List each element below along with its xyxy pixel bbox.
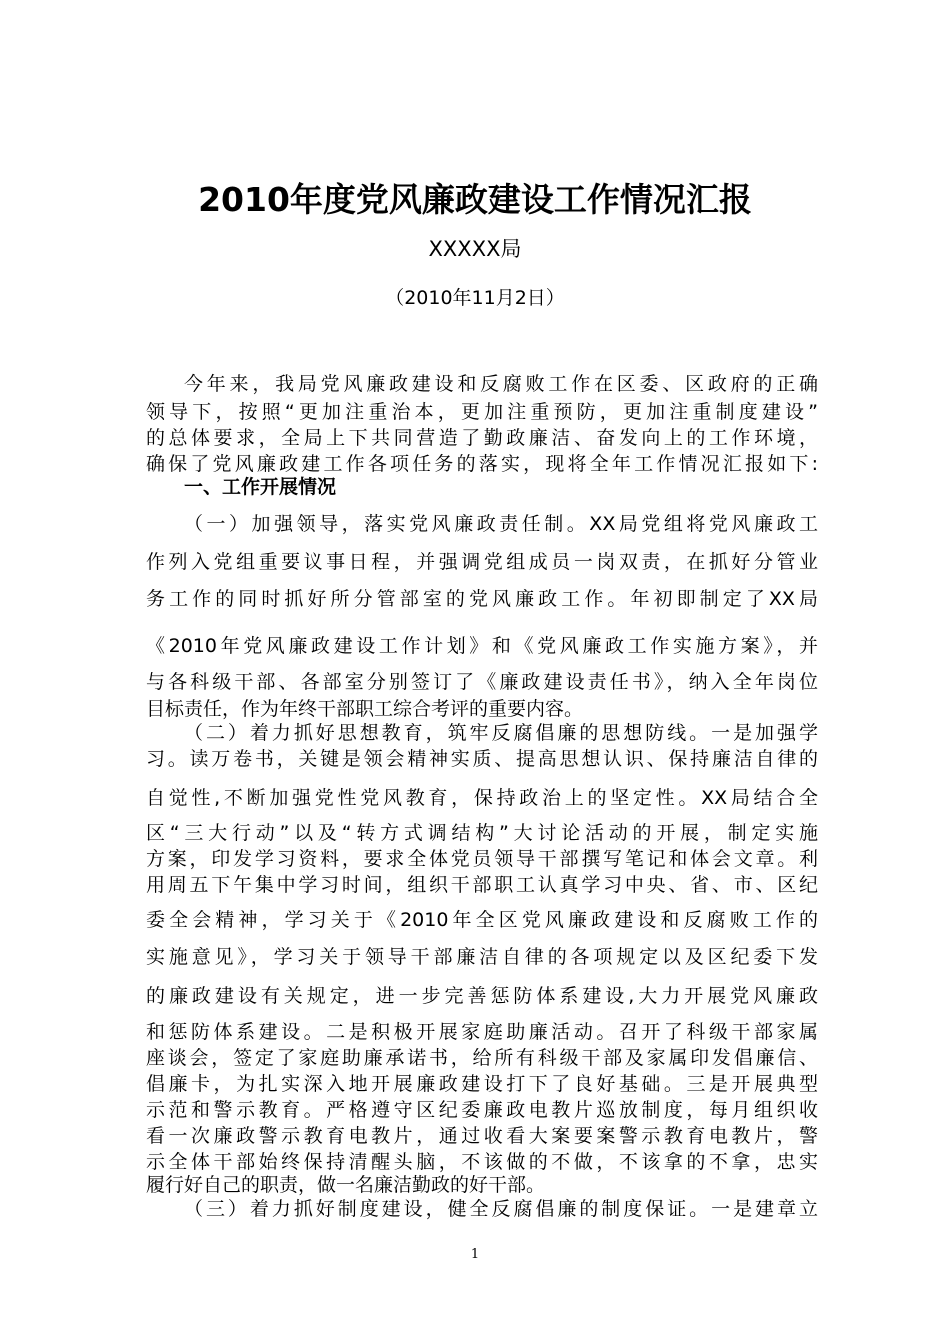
body-line: （一）加强领导，落实党风廉政责任制。XX局党组将党风廉政工: [184, 513, 818, 535]
body-line: 履行好自己的职责，做一名廉洁勤政的好干部。: [146, 1174, 546, 1196]
body-line: 作列入党组重要议事日程，并强调党组成员一岗双责，在抓好分管业: [146, 551, 818, 573]
body-line: （三）着力抓好制度建设，健全反腐倡廉的制度保证。一是建章立: [184, 1198, 818, 1220]
body-line: 区“三大行动”以及“转方式调结构”大讨论活动的开展，制定实施: [146, 822, 818, 844]
body-line: 习。读万卷书，关键是领会精神实质、提高思想认识、保持廉洁自律的: [146, 748, 818, 770]
page-number: 1: [470, 1247, 480, 1262]
body-line: 《2010年党风廉政建设工作计划》和《党风廉政工作实施方案》，并: [146, 635, 818, 657]
body-line: 倡廉卡，为扎实深入地开展廉政建设打下了良好基础。三是开展典型: [146, 1073, 818, 1095]
body-line: 的廉政建设有关规定，进一步完善惩防体系建设,大力开展党风廉政: [146, 985, 818, 1007]
body-line: 委全会精神，学习关于《2010年全区党风廉政建设和反腐败工作的: [146, 909, 818, 931]
body-line: 领导下，按照“更加注重治本，更加注重预防，更加注重制度建设”: [146, 401, 818, 423]
body-line: 和惩防体系建设。二是积极开展家庭助廉活动。召开了科级干部家属: [146, 1021, 818, 1043]
body-line: 看一次廉政警示教育电教片，通过收看大案要案警示教育电教片，警: [146, 1125, 818, 1147]
body-line: 确保了党风廉政建工作各项任务的落实，现将全年工作情况汇报如下:: [146, 453, 818, 475]
body-line: 今年来，我局党风廉政建设和反腐败工作在区委、区政府的正确: [184, 373, 818, 395]
body-line: 用周五下午集中学习时间，组织干部职工认真学习中央、省、市、区纪: [146, 874, 818, 896]
body-line: 示范和警示教育。严格遵守区纪委廉政电教片巡放制度，每月组织收: [146, 1099, 818, 1121]
document-title: 2010年度党风廉政建设工作情况汇报: [198, 180, 752, 219]
document-subtitle: XXXXX局: [428, 237, 522, 261]
body-line: 方案，印发学习资料，要求全体党员领导干部撰写笔记和体会文章。利: [146, 848, 818, 870]
body-line: 目标责任，作为年终干部职工综合考评的重要内容。: [146, 698, 584, 720]
body-line: 自觉性,不断加强党性党风教育，保持政治上的坚定性。XX局结合全: [146, 787, 818, 809]
body-line: 务工作的同时抓好所分管部室的党风廉政工作。年初即制定了XX局: [146, 588, 818, 610]
document-date: （2010年11月2日）: [385, 287, 565, 309]
body-line: 与各科级干部、各部室分别签订了《廉政建设责任书》，纳入全年岗位: [146, 671, 818, 693]
body-line: 实施意见》，学习关于领导干部廉洁自律的各项规定以及区纪委下发: [146, 946, 818, 968]
body-line: （二）着力抓好思想教育，筑牢反腐倡廉的思想防线。一是加强学: [184, 722, 818, 744]
body-line: 示全体干部始终保持清醒头脑，不该做的不做，不该拿的不拿，忠实: [146, 1151, 818, 1173]
section-heading: 一、工作开展情况: [184, 476, 337, 498]
body-line: 座谈会，签定了家庭助廉承诺书，给所有科级干部及家属印发倡廉信、: [146, 1047, 818, 1069]
body-line: 的总体要求，全局上下共同营造了勤政廉洁、奋发向上的工作环境，: [146, 427, 818, 449]
